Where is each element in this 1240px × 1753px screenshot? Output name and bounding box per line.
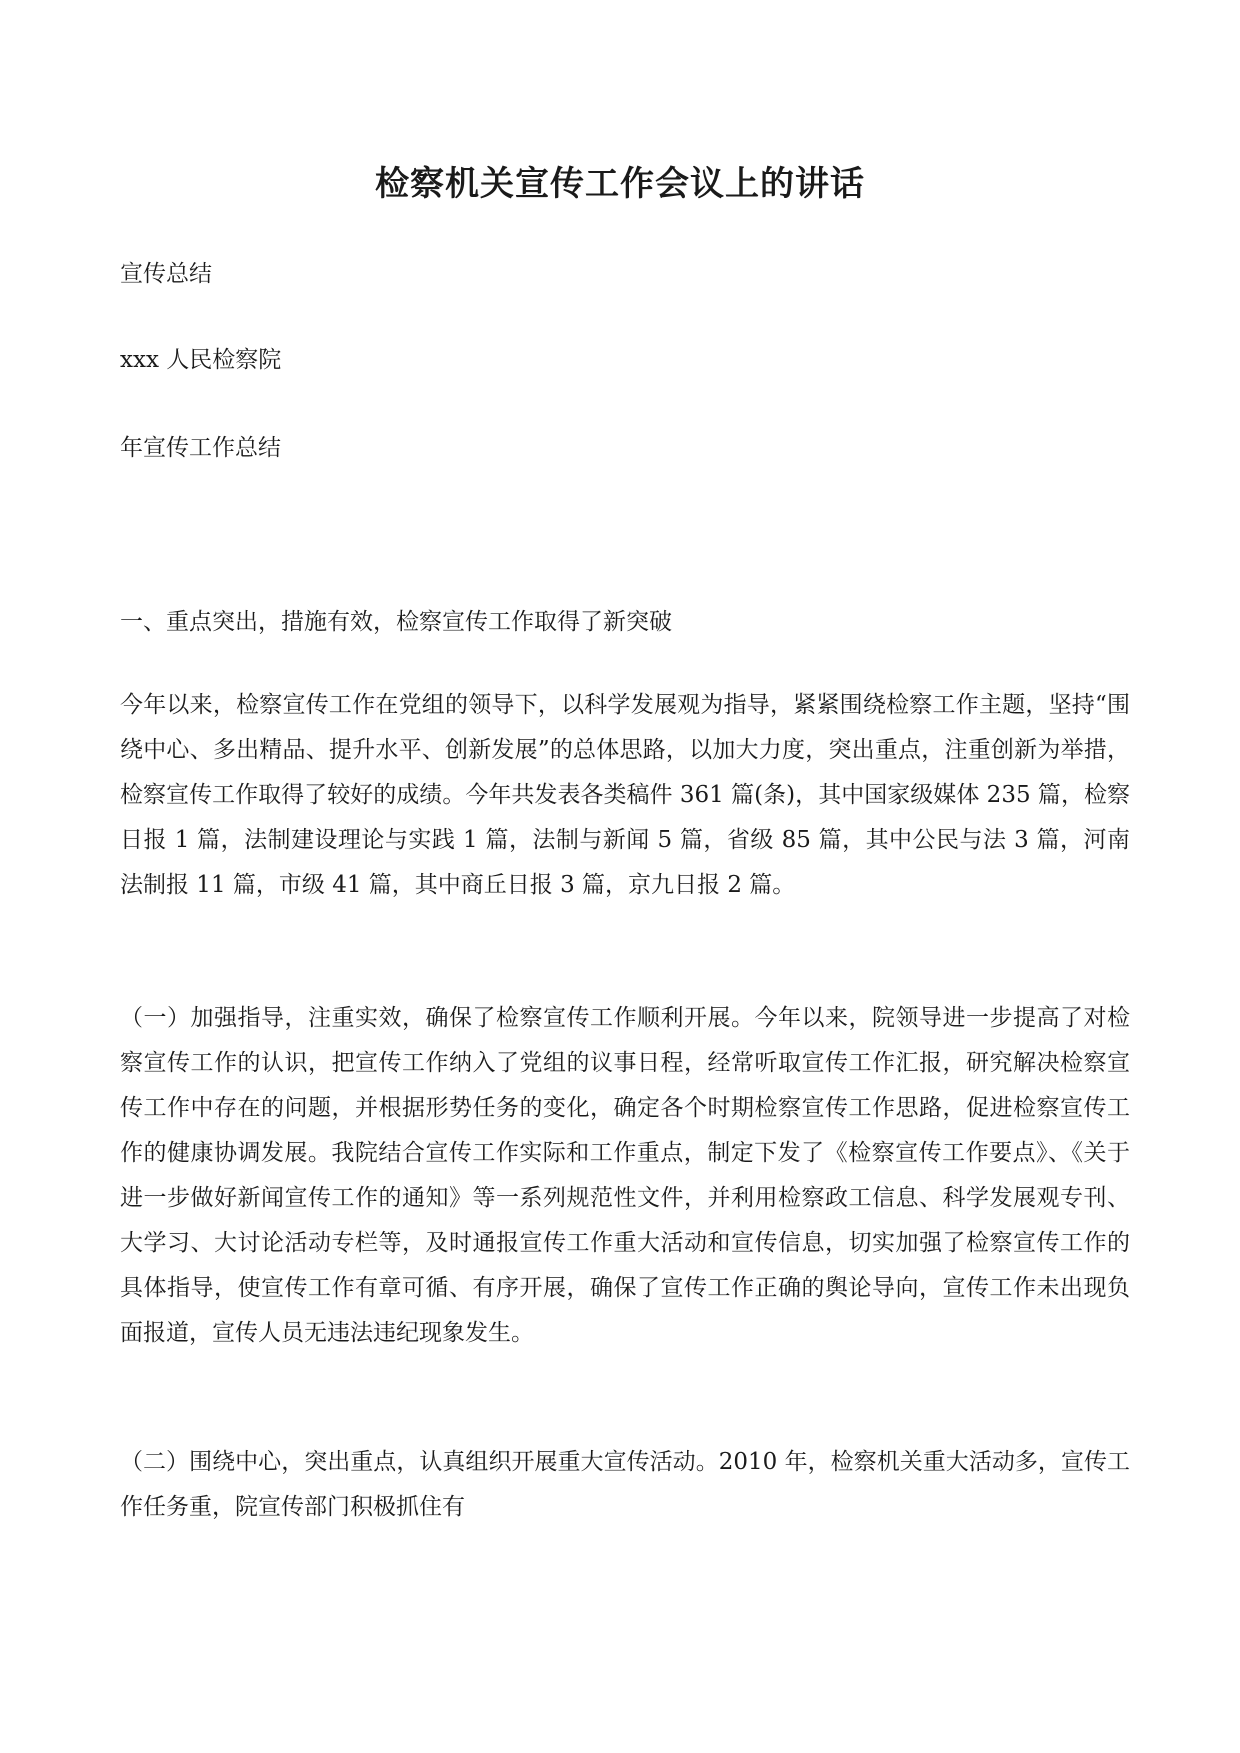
body-paragraph-3: （二）围绕中心，突出重点，认真组织开展重大宣传活动。2010 年，检察机关重大活动多，宣传工作任务重，院宣传部门积极抓住有 — [120, 1449, 1130, 1520]
section-heading: 一、重点突出，措施有效，检察宣传工作取得了新突破 — [120, 609, 672, 635]
document-title: 检察机关宣传工作会议上的讲话 — [375, 164, 865, 204]
body-paragraph-1: 今年以来，检察宣传工作在党组的领导下，以科学发展观为指导，紧紧围绕检察工作主题，坚持“围绕中心、多出精品、提升水平、创新发展”的总体思路，以加大力度，突出重点，注重创新为举措，检察宣传工作取得了较好的成绩。今年共发表各类稿件 361 篇(条)，其中国家级媒体 235 篇，检察日报 1 篇，法制建设理论与实践 1 篇，法制与新闻 5 篇，省级 85 篇，其中公民与法 3 篇，河南法制报 11 篇，市级 41 篇，其中商丘日报 3 篇，京九日报 2 篇。 — [120, 692, 1130, 898]
subtitle-category: 宣传总结 — [120, 261, 212, 287]
subtitle-report-name: 年宣传工作总结 — [120, 435, 281, 461]
subtitle-organization: xxx 人民检察院 — [120, 347, 282, 373]
body-paragraph-2: （一）加强指导，注重实效，确保了检察宣传工作顺利开展。今年以来，院领导进一步提高了对检察宣传工作的认识，把宣传工作纳入了党组的议事日程，经常听取宣传工作汇报，研究解决检察宣传工作中存在的问题，并根据形势任务的变化，确定各个时期检察宣传工作思路，促进检察宣传工作的健康协调发展。我院结合宣传工作实际和工作重点，制定下发了《检察宣传工作要点》、《关于进一步做好新闻宣传工作的通知》等一系列规范性文件，并利用检察政工信息、科学发展观专刊、大学习、大讨论活动专栏等，及时通报宣传工作重大活动和宣传信息，切实加强了检察宣传工作的具体指导，使宣传工作有章可循、有序开展，确保了宣传工作正确的舆论导向，宣传工作未出现负面报道，宣传人员无违法违纪现象发生。 — [120, 1005, 1130, 1346]
